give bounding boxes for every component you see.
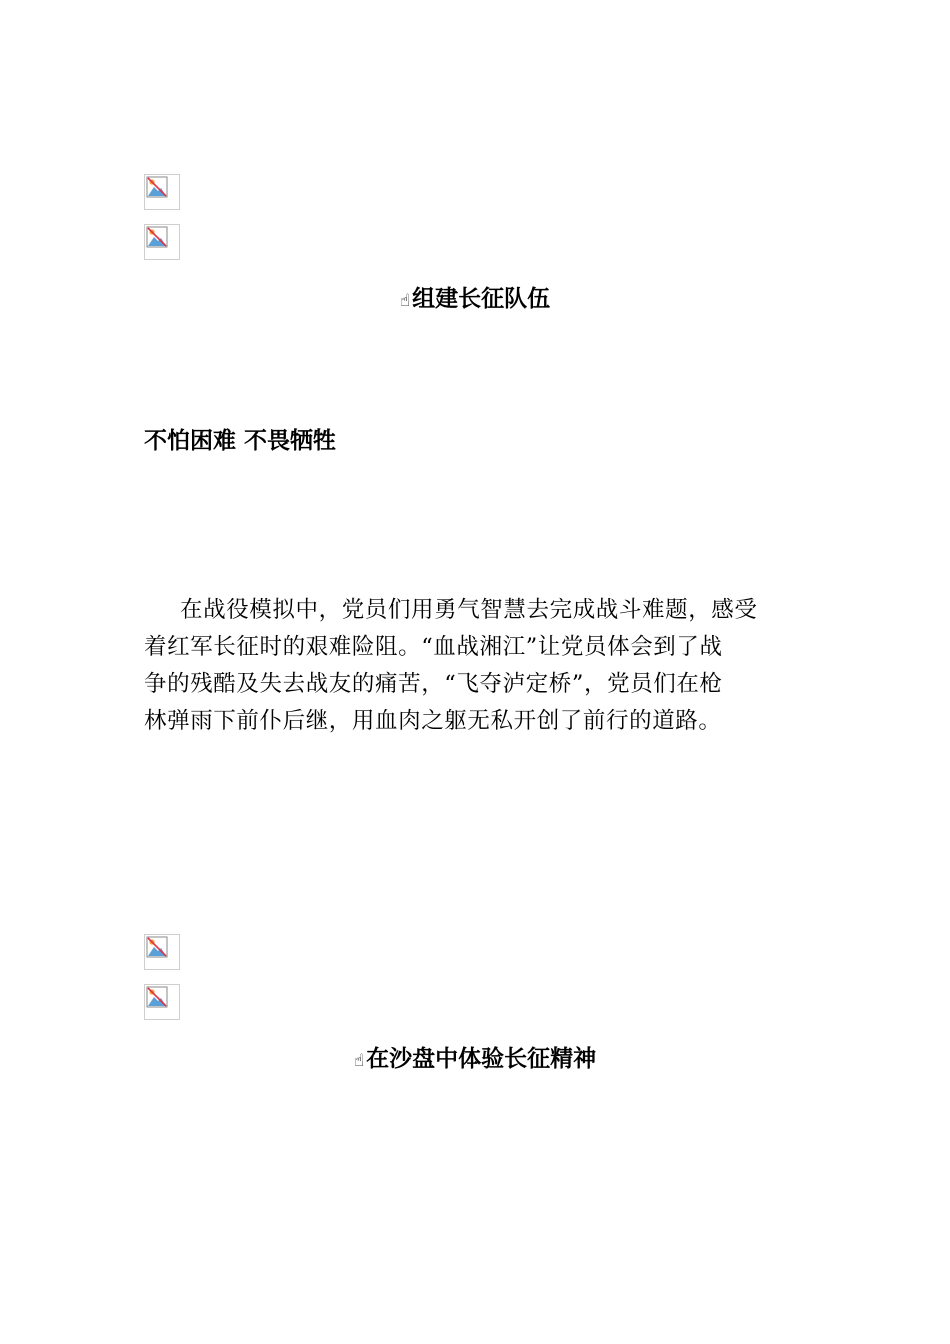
paragraph-line: 在战役模拟中，党员们用勇气智慧去完成战斗难题，感受 [180,597,758,623]
paragraph-line: 着红军长征时的艰难险阻。“血战湘江”让党员体会到了战 [144,634,723,660]
broken-image-icon [144,224,180,260]
image-caption [0,284,950,316]
paragraph-line: 林弹雨下前仆后继，用血肉之躯无私开创了前行的道路。 [144,708,722,734]
caption-text: 组建长征队伍 [412,286,551,312]
broken-image-icon [144,934,180,970]
caption-text: 在沙盘中体验长征精神 [366,1046,597,1072]
broken-image-icon [144,984,180,1020]
body-paragraph [144,592,808,740]
image-caption [0,1044,950,1076]
paragraph-line: 争的残酷及失去战友的痛苦，“飞夺泸定桥”，党员们在枪 [144,671,723,697]
pointing-hand-icon: ☝ [353,1051,365,1071]
broken-image-icon [144,174,180,210]
pointing-hand-icon: ☝ [399,291,411,311]
section-heading: 不怕困难 不畏牺牲 [144,428,337,454]
